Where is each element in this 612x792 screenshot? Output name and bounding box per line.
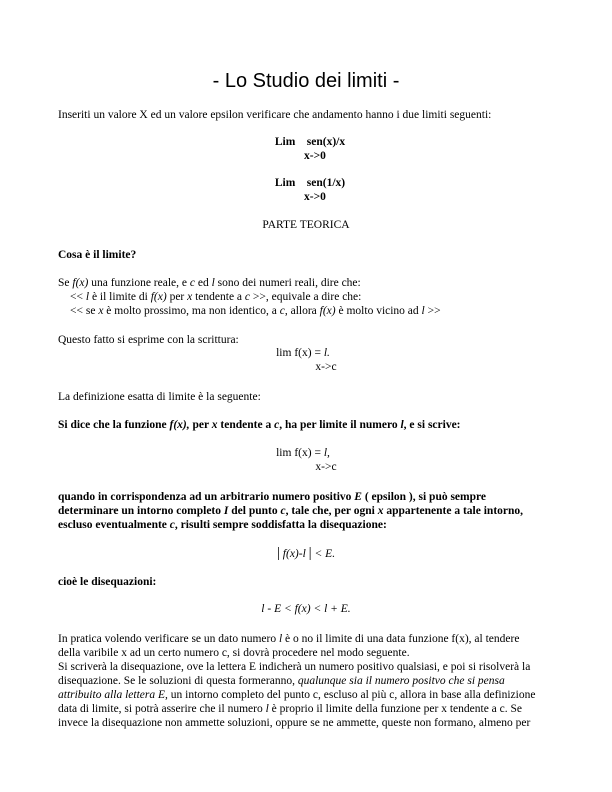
text-run: l. xyxy=(323,347,330,359)
bold-para-line-3 xyxy=(58,518,387,532)
text-run: l xyxy=(421,305,425,317)
text-run: x xyxy=(211,419,218,431)
final-line-3: Si scriverà la disequazione, ove la lettera E indicherà un numero positivo qualsiasi, e poi si risolverà la xyxy=(58,661,531,673)
exact-definition-text: La definizione esatta di limite è la seguente: xyxy=(58,391,261,403)
text-run: una funzione reale, e xyxy=(88,277,190,289)
text-run: lim xyxy=(276,347,295,359)
limit-2-lim: Lim xyxy=(274,177,296,189)
text-run: c xyxy=(279,305,285,317)
bold-definition xyxy=(58,418,461,432)
final-line-2: della varibile x ad un certo numero c, si dovrà procedere nel modo seguente. xyxy=(58,647,410,659)
abs-bar-left: | xyxy=(276,545,280,561)
absolute-inequality xyxy=(0,545,612,562)
text-run: è molto prossimo, ma non identico, a xyxy=(103,305,280,317)
text-run: determinare un intorno completo xyxy=(58,505,224,517)
limit-1-expr: sen(x)/x xyxy=(306,136,346,148)
text-run: del punto xyxy=(228,505,281,517)
text-run: f(x) xyxy=(319,305,336,317)
text-run: attribuito alla lettera E, xyxy=(58,689,168,701)
limit-1 xyxy=(0,136,612,148)
text-run: x xyxy=(377,505,384,517)
text-run: escluso eventualmente xyxy=(58,519,170,531)
text-run: = xyxy=(311,447,324,459)
text-run: In pratica volendo verificare se un dato numero xyxy=(58,633,279,645)
limit-2 xyxy=(0,177,612,189)
text-run: l xyxy=(211,277,215,289)
text-run: c xyxy=(244,291,251,303)
text-run: = xyxy=(311,347,324,359)
text-run: disequazione. Se le soluzioni di questa formeranno, xyxy=(58,675,298,687)
text-run: tendente a xyxy=(192,291,245,303)
final-line-7: invece la disequazione non ammette soluzioni, oppure se ne ammette, queste non formano, almeno per xyxy=(58,717,531,729)
text-run: f(x) xyxy=(294,347,312,359)
limit-equation-1 xyxy=(0,347,612,359)
final-line-4 xyxy=(58,674,505,688)
bold-para-line-2 xyxy=(58,504,523,518)
text-run: c xyxy=(280,505,286,517)
limit-1-sub: x->0 xyxy=(304,150,326,162)
text-run: , e si scrive: xyxy=(403,419,461,431)
abs-bar-right: | xyxy=(308,545,312,561)
expressed-text: Questo fatto si esprime con la scrittura: xyxy=(58,334,239,346)
limit-equation-2-sub: x->c xyxy=(315,461,337,473)
text-run: f(x)-l xyxy=(279,548,309,560)
text-run: è proprio il limite della funzione per x tendente a c. Se xyxy=(268,703,523,715)
final-line-1 xyxy=(58,632,519,646)
question-heading: Cosa è il limite? xyxy=(58,249,137,261)
text-run: << xyxy=(70,291,86,303)
text-run: l xyxy=(85,291,90,303)
text-run: Se xyxy=(58,277,73,289)
text-run: >>, equivale a dire che: xyxy=(250,291,362,303)
text-run: per xyxy=(166,291,188,303)
text-run: , allora xyxy=(284,305,320,317)
text-run: l, xyxy=(323,447,330,459)
text-run: f(x) xyxy=(72,277,89,289)
text-run: , tale che, per ogni xyxy=(285,505,378,517)
text-run: è o no il limite di una data funzione f(x), al tendere xyxy=(282,633,520,645)
text-run: f(x) xyxy=(150,291,167,303)
text-run: c xyxy=(189,277,195,289)
text-run: data di limite, si potrà asserire che il numero xyxy=(58,703,266,715)
text-run: x xyxy=(187,291,193,303)
text-run: c xyxy=(169,519,175,531)
quote-line-2 xyxy=(70,304,441,318)
bold-para-line-1 xyxy=(58,490,486,504)
text-run: , risulti sempre soddisfatta la disequazione: xyxy=(174,519,387,531)
text-run: quando in corrispondenza ad un arbitrario numero positivo xyxy=(58,491,355,503)
text-run: è molto vicino ad xyxy=(335,305,422,317)
quote-line-1 xyxy=(70,290,361,304)
text-run: >> xyxy=(424,305,441,317)
final-line-6 xyxy=(58,702,522,716)
text-run: ed xyxy=(194,277,212,289)
text-run: l xyxy=(400,419,404,431)
limit-equation-1-sub: x->c xyxy=(315,361,337,373)
text-run: è il limite di xyxy=(89,291,151,303)
text-run: tendente a xyxy=(217,419,275,431)
text-run: lim xyxy=(276,447,295,459)
text-run: l xyxy=(265,703,269,715)
double-inequality: l - E < f(x) < l + E. xyxy=(261,603,351,615)
text-run: qualunque sia il numero positvo che si pensa xyxy=(297,675,505,687)
text-run: sono dei numeri reali, dire che: xyxy=(214,277,361,289)
text-run: , ha per limite il numero xyxy=(279,419,401,431)
text-run: per xyxy=(189,419,212,431)
section-heading: PARTE TEORICA xyxy=(262,219,350,231)
limit-2-sub: x->0 xyxy=(304,191,326,203)
page-title: - Lo Studio dei limiti - xyxy=(212,70,400,92)
text-run: ( epsilon ), si può sempre xyxy=(361,491,487,503)
limit-2-expr: sen(1/x) xyxy=(306,177,346,189)
final-line-5 xyxy=(58,688,535,702)
text-run: f(x), xyxy=(169,419,190,431)
intro-text: Inseriti un valore X ed un valore epsilon verificare che andamento hanno i due limiti seguenti: xyxy=(58,109,492,121)
text-run: un intorno completo del punto c, escluso al più c, allora in base alla definizione xyxy=(167,689,536,701)
limit-equation-2 xyxy=(0,447,612,459)
cioe-heading: cioè le disequazioni: xyxy=(58,576,157,588)
text-run: c xyxy=(274,419,280,431)
text-run: << se xyxy=(70,305,99,317)
text-run: f(x) xyxy=(294,447,312,459)
text-run: < E. xyxy=(311,548,336,560)
text-run: Si dice che la funzione xyxy=(58,419,170,431)
text-run: l xyxy=(278,633,283,645)
definition-intro xyxy=(58,276,361,290)
text-run: appartenente a tale intorno, xyxy=(383,505,524,517)
text-run: E xyxy=(354,491,362,503)
limit-1-lim: Lim xyxy=(274,136,296,148)
text-run: x xyxy=(98,305,104,317)
text-run: I xyxy=(223,505,229,517)
